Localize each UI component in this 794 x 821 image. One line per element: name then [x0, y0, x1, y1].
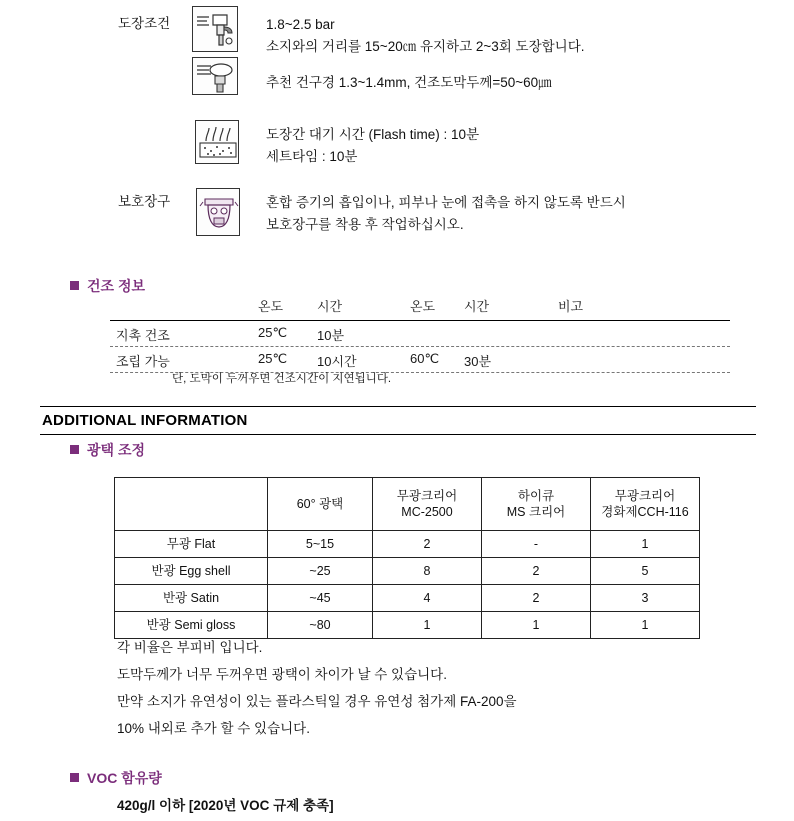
gloss-col-ms-clear	[482, 478, 591, 531]
gloss-row-1-name: 반광 Egg shell	[115, 558, 268, 585]
gloss-col-mc2500	[373, 478, 482, 531]
gloss-adjust-heading-text: 광택 조정	[87, 442, 145, 458]
flash-time-line-1: 도장간 대기 시간 (Flash time) : 10분	[266, 127, 480, 142]
dry-col-temp-2: 온도	[410, 299, 436, 314]
dry-row-1-time1: 10시간	[317, 354, 357, 369]
gloss-note-0: 각 비율은 부피비 입니다.	[117, 640, 263, 655]
spray-gun-icon	[192, 6, 238, 52]
coating-condition-label: 도장조건	[118, 16, 171, 31]
dry-col-time-2: 시간	[464, 299, 490, 314]
dry-row-0-time1: 10분	[317, 328, 345, 343]
coating-condition-line-3: 추천 건구경 1.3~1.4mm, 건조도막두께=50~60㎛	[266, 75, 552, 90]
bullet-square-icon	[70, 773, 79, 782]
voc-value: 420g/l 이하 [2020년 VOC 규제 충족]	[117, 798, 334, 813]
gloss-col-ms-clear-line1: 하이큐	[517, 489, 555, 503]
protective-gear-line-2: 보호장구를 착용 후 작업하십시오.	[266, 217, 464, 232]
protective-gear-label: 보호장구	[118, 194, 171, 209]
gloss-row-2-mc2500: 4	[373, 585, 482, 612]
dry-col-temp-1: 온도	[258, 299, 284, 314]
table-row	[115, 558, 700, 585]
bullet-square-icon	[70, 445, 79, 454]
gloss-note-2: 만약 소지가 유연성이 있는 플라스틱일 경우 유연성 첨가제 FA-200을	[117, 694, 517, 709]
gloss-row-0-mc2500: 2	[373, 531, 482, 558]
dry-row-0-temp1: 25℃	[258, 325, 288, 340]
gloss-row-3-name: 반광 Semi gloss	[115, 612, 268, 639]
gloss-row-3-gloss60: ~80	[268, 612, 373, 639]
dry-info-note: 단, 도막이 두꺼우면 건조시간이 지연됩니다.	[172, 373, 392, 385]
gloss-row-0-gloss60: 5~15	[268, 531, 373, 558]
gloss-col-cch116-line1: 무광크리어	[614, 489, 676, 503]
table-row	[115, 531, 700, 558]
table-row	[115, 585, 700, 612]
gloss-notes	[117, 634, 517, 742]
dry-table-row	[110, 321, 730, 346]
flash-time-icon	[195, 120, 239, 164]
bullet-square-icon	[70, 281, 79, 290]
protective-gear-line-1: 혼합 증기의 흡입이나, 피부나 눈에 접촉을 하지 않도록 반드시	[266, 195, 626, 210]
voc-heading-text: VOC 함유량	[87, 770, 162, 786]
gloss-row-1-gloss60: ~25	[268, 558, 373, 585]
additional-info-rule-bottom	[40, 434, 756, 435]
dry-info-header-row	[110, 296, 730, 320]
coating-condition-line-2: 소지와의 거리를 15~20㎝ 유지하고 2~3회 도장합니다.	[266, 39, 585, 54]
gloss-row-0-ms: -	[482, 531, 591, 558]
dry-col-remark: 비고	[558, 299, 584, 314]
gloss-row-3-mc2500: 1	[373, 612, 482, 639]
dry-col-time-1: 시간	[317, 299, 343, 314]
additional-info-title: ADDITIONAL INFORMATION	[42, 412, 248, 429]
gloss-col-cch116	[591, 478, 700, 531]
spray-nozzle-icon	[192, 57, 238, 95]
gloss-col-blank	[115, 478, 268, 531]
gloss-row-3-cch116: 1	[591, 612, 700, 639]
dry-row-1-time2: 30분	[464, 354, 492, 369]
dry-row-1-temp1: 25℃	[258, 351, 288, 366]
gloss-row-1-ms: 2	[482, 558, 591, 585]
table-header-row	[115, 478, 700, 531]
gloss-row-2-gloss60: ~45	[268, 585, 373, 612]
gloss-col-cch116-line2: 경화제CCH-116	[601, 505, 689, 519]
dry-info-heading-text: 건조 정보	[87, 278, 145, 294]
gloss-col-60deg: 60° 광택	[268, 478, 373, 531]
gloss-adjust-heading	[70, 440, 145, 460]
dry-info-heading	[70, 276, 145, 296]
dry-row-1-temp2: 60℃	[410, 351, 440, 366]
gloss-row-3-ms: 1	[482, 612, 591, 639]
gloss-col-mc2500-line2: MC-2500	[401, 505, 453, 519]
gloss-row-2-name: 반광 Satin	[115, 585, 268, 612]
coating-condition-line-1: 1.8~2.5 bar	[266, 17, 335, 32]
voc-heading	[70, 768, 162, 788]
gloss-row-0-name: 무광 Flat	[115, 531, 268, 558]
gloss-row-2-ms: 2	[482, 585, 591, 612]
dry-row-1-name: 조립 가능	[116, 354, 170, 369]
gloss-row-1-mc2500: 8	[373, 558, 482, 585]
dry-row-0-name: 지촉 건조	[116, 328, 170, 343]
gloss-adjust-table	[114, 477, 700, 639]
gloss-note-1: 도막두께가 너무 두꺼우면 광택이 차이가 날 수 있습니다.	[117, 667, 447, 682]
gloss-note-3: 10% 내외로 추가 할 수 있습니다.	[117, 721, 310, 736]
respirator-mask-icon	[196, 188, 240, 236]
gloss-row-1-cch116: 5	[591, 558, 700, 585]
dry-table-row	[110, 347, 730, 372]
gloss-col-ms-clear-line2: MS 크리어	[506, 505, 566, 519]
gloss-row-0-cch116: 1	[591, 531, 700, 558]
gloss-col-mc2500-line1: 무광크리어	[396, 489, 458, 503]
gloss-row-2-cch116: 3	[591, 585, 700, 612]
additional-info-rule-top	[40, 406, 756, 407]
flash-time-line-2: 세트타임 : 10분	[266, 149, 358, 164]
dry-info-table	[110, 296, 730, 373]
